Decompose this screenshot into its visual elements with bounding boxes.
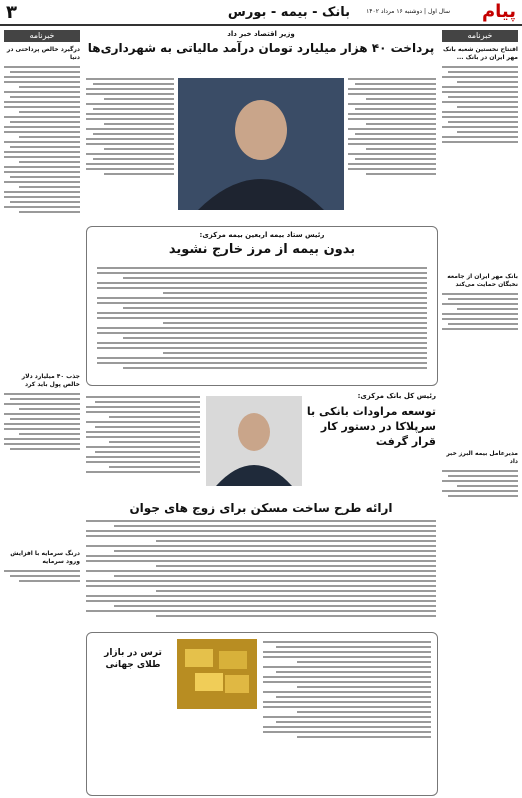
third-story-kicker: رئیس کل بانک مرکزی:: [357, 392, 436, 400]
fourth-story-headline: ارائه طرح ساخت مسکن برای زوج های جوان: [129, 501, 393, 515]
right-item2-title: بانک مهر ایران از جامعه نخبگان حمایت می‌کند: [447, 273, 518, 288]
fifth-story-photo: [177, 639, 257, 709]
right-item1-title: افتتاح نخستین شعبه بانک مهر ایران در بانک ...: [443, 46, 518, 61]
right-item3-title: مدیرعامل بیمه البرز خبر داد: [446, 450, 518, 465]
page-header: [0, 0, 522, 26]
right-column: [442, 30, 518, 794]
portrait-image: [206, 396, 302, 486]
left-item2-body: [4, 393, 80, 450]
issue-info: سال اول | دوشنبه ۱۶ مرداد ۱۴۰۲: [366, 8, 450, 15]
third-story-headline: توسعه مراودات بانکی با سرپلاکا در دستور کار قرار گرفت: [306, 405, 436, 448]
main-story: [86, 30, 436, 224]
fourth-story-body: [86, 520, 436, 620]
second-story-kicker: رئیس ستاد بیمه اربعین بیمه مرکزی:: [199, 231, 325, 239]
fifth-story: [86, 632, 438, 796]
left-item1-body: [4, 66, 80, 213]
section-title: بانک - بیمه - بورس: [227, 5, 350, 20]
third-story-body: [86, 396, 200, 476]
main-story-photo: [178, 78, 344, 210]
gold-image: [177, 639, 257, 709]
second-story: [86, 226, 438, 386]
left-column-title: خبرنامه: [4, 30, 80, 42]
main-story-body-left: [86, 78, 174, 178]
main-story-headline: پرداخت ۴۰ هزار میلیارد تومان درآمد مالیاتی به شهرداری‌ها: [87, 41, 435, 55]
left-item3-title: درنگ سرمایه با افزایش ورود سرمایه: [10, 550, 80, 565]
third-story: [86, 390, 436, 496]
left-item3-body: [4, 570, 80, 582]
main-story-body-right: [348, 78, 436, 178]
fifth-story-body: [263, 641, 431, 741]
paper-name: پیام: [481, 1, 516, 22]
left-column: [4, 30, 80, 794]
fifth-story-headline: ترس در بازار طلای جهانی: [104, 648, 162, 670]
portrait-image: [178, 78, 344, 210]
right-item3-body: [442, 470, 518, 497]
right-column-title: خبرنامه: [442, 30, 518, 42]
left-item1-title: درگیرد خالص پرداختی در دنیا: [6, 46, 80, 61]
right-item2-body: [442, 293, 518, 330]
left-item2-title: جذب ۴۰ میلیارد دلار خالص پول باید کرد: [21, 373, 80, 388]
second-story-body: [97, 267, 427, 372]
third-story-photo: [206, 396, 302, 486]
second-story-headline: بدون بیمه از مرز خارج نشوید: [168, 242, 356, 257]
page-number: ٣: [6, 2, 17, 23]
main-story-kicker: وزیر اقتصاد خبر داد: [227, 30, 295, 38]
fourth-story: [86, 500, 436, 628]
right-item1-body: [442, 66, 518, 143]
